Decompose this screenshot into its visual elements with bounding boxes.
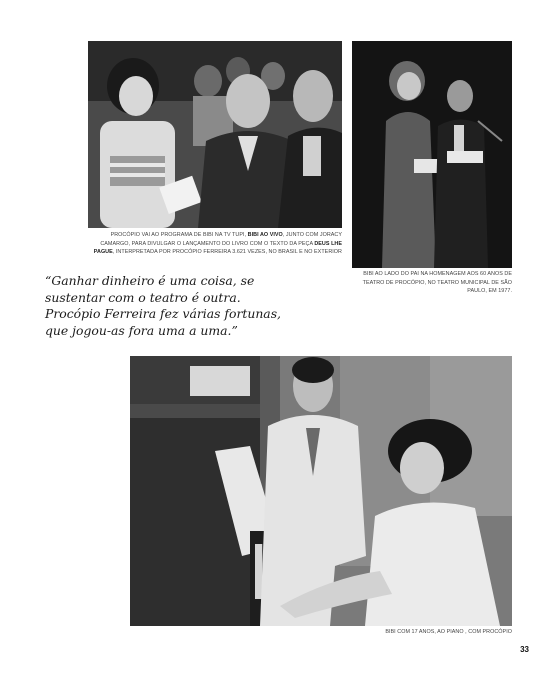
photo-tv-program: [88, 41, 342, 228]
photo-tv-program-caption: [88, 231, 342, 257]
photo-homage-caption: BIBI AO LADO DO PAI NA HOMENAGEM AOS 60 ANOS DE TEATRO DE PROCÓPIO, NO TEATRO MUNICIPAL DE SÃO PAULO, EM 1977.: [362, 271, 512, 295]
photo-piano: [130, 356, 512, 626]
photo-homage: [352, 41, 512, 268]
quote-line-3: Procópio Ferreira fez várias fortunas,: [45, 306, 281, 322]
caption1-text-end: , INTERPRETADA POR PROCÓPIO FERREIRA 3.621 VEZES, NO BRASIL E NO EXTERIOR: [112, 249, 342, 256]
photo-tv-program-image: [88, 41, 342, 228]
photo-piano-caption: BIBI COM 17 ANOS, AO PIANO , COM PROCÓPIO: [385, 629, 512, 635]
program-name: BIBI AO VIVO: [247, 232, 283, 238]
photo-homage-image: [352, 41, 512, 268]
caption1-text-start: PROCÓPIO VAI AO PROGRAMA DE BIBI NA TV TUPI,: [110, 232, 248, 238]
photo-piano-image: [130, 356, 512, 626]
page-number: 33: [520, 645, 529, 654]
pull-quote: [45, 273, 335, 339]
quote-line-4: que jogou-as fora uma a uma.”: [45, 322, 238, 338]
quote-line-1: “Ganhar dinheiro é uma coisa, se: [45, 273, 255, 288]
play-title: DEUS LHE PAGUE: [93, 240, 342, 256]
quote-line-2: sustentar com o teatro é outra.: [45, 289, 241, 305]
caption1-text-middle: , JUNTO COM JORACY CAMARGO, PARA DIVULGAR O LANÇAMENTO DO LIVRO COM O TEXTO DA PEÇA: [100, 232, 342, 247]
